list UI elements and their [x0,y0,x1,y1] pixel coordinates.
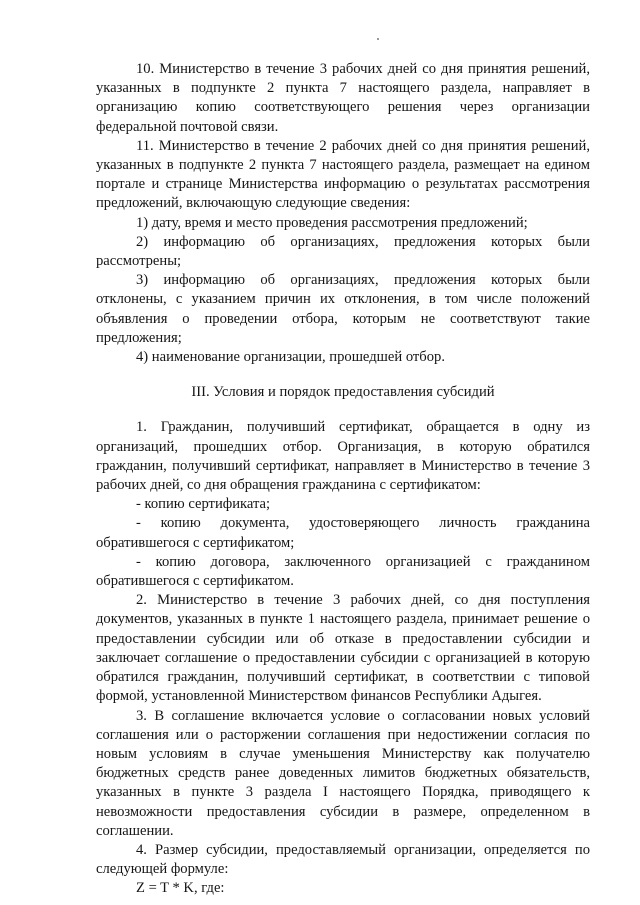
paragraph-11: 11. Министерство в течение 2 рабочих дней со дня принятия решений, указанных в подпункте 2 пункта 7 настоящего раздела, размещает на едином портале и странице Министерства информацию о результатах рассмотрения предложений, включающую следующие сведения: [96,137,590,212]
section-paragraph-2: 2. Министерство в течение 3 рабочих дней, со дня поступления документов, указанных в пункте 1 настоящего раздела, принимает решение о предоставлении субсидии или об отказе в предоставлении субсидии и заключает соглашение о предоставлении субсидии с организацией в которую обратился гражданин, получивший сертификат, в соответствии с типовой формой, установленной Министерством финансов Республики Адыгея. [96,592,590,705]
document-body [96,60,590,899]
paragraph-11-item-3: 3) информацию об организациях, предложения которых были отклонены, с указанием причин их отклонения, в том числе положений объявления о проведении отбора, которым не соответствуют такие предложения; [96,272,590,346]
section-paragraph-1: 1. Гражданин, получивший сертификат, обращается в одну из организаций, прошедших отбор. Организация, в которую обратился гражданин, получивший сертификат, направляет в Министерство в течение 3 рабочих дней, со дня обращения гражданина с сертификатом: [96,419,590,494]
formula: Z = T * K, где: [136,880,225,897]
paragraph-11-item-4: 4) наименование организации, прошедшей отбор. [136,349,445,366]
section-heading: III. Условия и порядок предоставления субсидий [191,384,495,401]
section-paragraph-1-item-a: - копию сертификата; [136,496,271,513]
paragraph-11-item-1: 1) дату, время и место проведения рассмотрения предложений; [136,214,528,231]
scan-speck [377,38,379,40]
section-paragraph-3: 3. В соглашение включается условие о согласовании новых условий соглашения или о расторжении соглашения при недостижении согласия по новым условиям в случае уменьшения Министерству как получателю бюджетных средств ранее доведенных лимитов бюджетных обязательств, указанных в пункте 3 раздела I настоящего Порядка, приводящего к невозможности предоставления субсидии в размере, определенном в соглашении. [96,707,590,839]
paragraph-10: 10. Министерство в течение 3 рабочих дней со дня принятия решений, указанных в подпункте 2 пункта 7 настоящего раздела, направляет в организацию копию соответствующего решения через организации федеральной почтовой связи. [96,61,590,135]
section-paragraph-1-item-b: - копию документа, удостоверяющего личность гражданина обратившегося с сертификатом; [96,515,590,551]
section-paragraph-1-item-c: - копию договора, заключенного организацией с гражданином обратившегося с сертификатом. [96,553,590,590]
paragraph-11-item-2: 2) информацию об организациях, предложения которых были рассмотрены; [96,233,590,270]
section-paragraph-4: 4. Размер субсидии, предоставляемый организации, определяется по следующей формуле: [96,841,590,878]
